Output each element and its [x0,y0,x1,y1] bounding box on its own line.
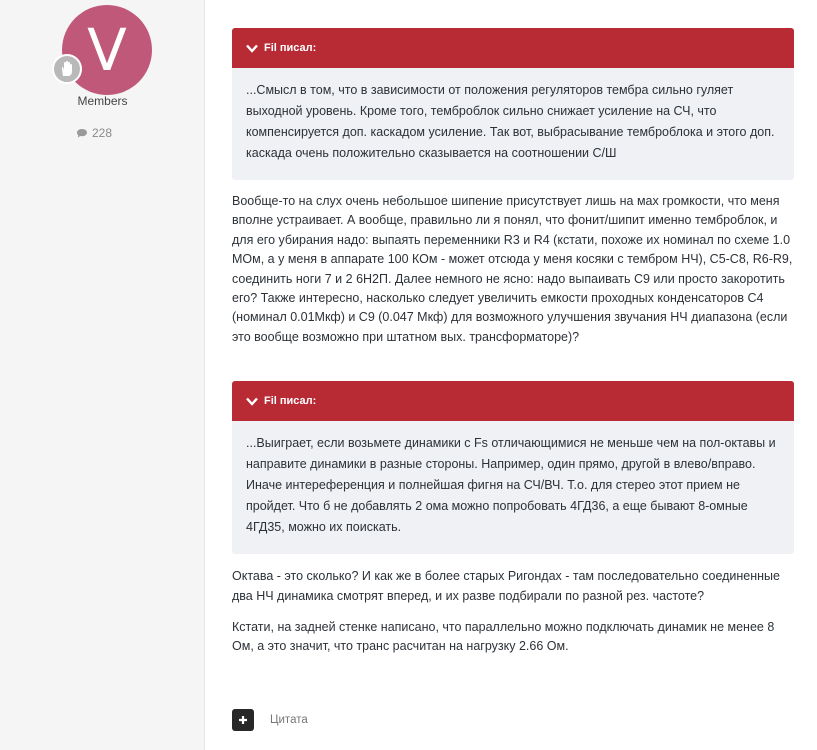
avatar-letter: V [87,16,127,84]
plus-icon [238,715,248,725]
quote-action [232,709,308,731]
quote-text: ...Смысл в том, что в зависимости от положения регуляторов тембра сильно гуляет выходной уровень. Кроме того, темброблок сильно снижает усиление на СЧ, что компенсируется доп. каскадом усиление. Так вот, выбрасывание темброблока и этого доп. каскада очень положительно сказывается на соотношении С/Ш [246,83,775,160]
post-paragraph: Кстати, на задней стенке написано, что параллельно можно подключать динамик не менее 8 Ом, а это значит, что транс расчитан на нагрузку 2.66 Ом. [232,620,775,654]
quote-author: Fil писал: [264,395,317,408]
chevron-down-icon [246,44,258,53]
multiquote-button[interactable] [232,709,254,731]
hand-icon [58,60,76,78]
quote-header[interactable] [232,381,794,421]
comment-icon [76,128,88,139]
rank-badge [52,54,82,84]
post-count-value: 228 [92,126,113,140]
post-content [232,28,794,657]
post-count [76,126,112,140]
quote-block [232,381,794,554]
quote-text: ...Выиграет, если возьмете динамики с Fs отличающимися не меньше чем на пол-октавы и направите динамики в разные стороны. Например, один прямо, другой в влево/вправо. Иначе интереференция и полнейшая фигня на СЧ/ВЧ. Т.о. для стерео этот прием не пройдет. Что б не добавлять 2 ома можно попробовать 4ГД36, а еще бывают 8-омные 4ГД35, можно их поискать. [246,436,776,535]
quote-block [232,28,794,180]
quote-button[interactable]: Цитата [270,714,308,726]
quote-header[interactable] [232,28,794,68]
author-sidebar [0,0,205,750]
avatar[interactable] [62,5,152,95]
quote-author: Fil писал: [264,42,317,54]
post-paragraph: Октава - это сколько? И как же в более старых Ригондах - там последовательно соединенные два НЧ динамика смотрят вперед, и их разве подбирали по разной рез. частоте? [232,569,780,603]
member-group: Members [77,94,128,108]
post-paragraph: Вообще-то на слух очень небольшое шипение присутствует лишь на мах громкости, что меня вполне устраивает. А вообще, правильно ли я понял, что фонит/шипит именно темброблок, и для его убирания надо: выпаять переменники R3 и R4 (кстати, похоже их номинал по схеме 1.0 МОм, а у меня в аппарате 100 КОм - может отсюда у меня косяки с тембром НЧ), С5-С8, R6-R9, соединить ноги 7 и 2 6Н2П. Далее немного не ясно: надо выпаивать С9 или просто закоротить его? Также интересно, насколько следует увеличить емкости проходных конденсаторов С4 (номинал 0.01Мкф) и С9 (0.047 Мкф) для возможного улучшения звучания НЧ диапазона (если это вообще возможно при штатном вых. трансформаторе)? [232,194,793,344]
chevron-down-icon [246,397,258,406]
